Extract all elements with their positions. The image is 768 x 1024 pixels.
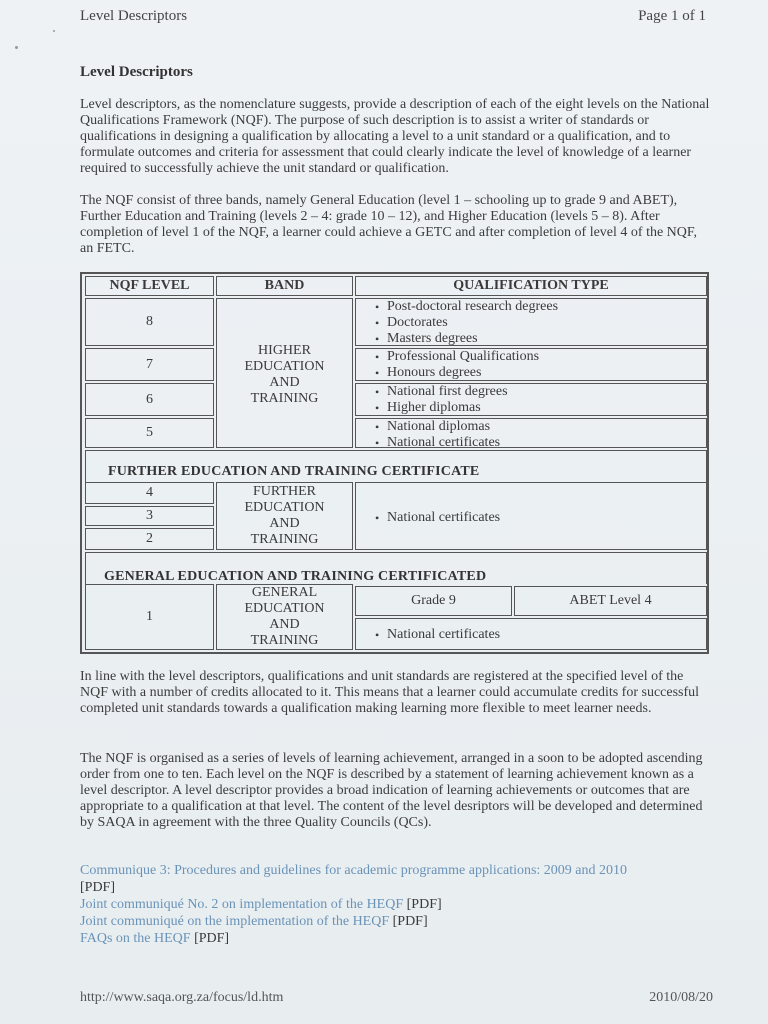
- qualification-cell: [355, 298, 707, 346]
- qualification-cell: [355, 482, 707, 550]
- link-row: [80, 913, 720, 930]
- list-item: • National certificates: [371, 627, 706, 643]
- band-line: EDUCATION: [244, 359, 325, 374]
- get-section-title: GENERAL EDUCATION AND TRAINING CERTIFICATED: [104, 569, 487, 584]
- band-line: EDUCATION: [244, 601, 325, 616]
- pdf-label: [PDF]: [80, 880, 116, 895]
- list-item: • Post-doctoral research degrees: [371, 299, 706, 315]
- list-item: • National certificates: [371, 435, 706, 451]
- band-line: TRAINING: [250, 532, 319, 547]
- list-item: • Doctorates: [371, 315, 706, 331]
- list-item: • Higher diplomas: [371, 400, 706, 416]
- pdf-label: [PDF]: [392, 914, 428, 929]
- pdf-label: [PDF]: [194, 931, 230, 946]
- band-line: FURTHER: [253, 484, 316, 499]
- bands-paragraph: The NQF consist of three bands, namely General Education (level 1 – schooling up to grade 9 and ABET), Further Education and Training (levels 2 – 4: grade 10 – 12), and Higher Education (levels 5 – 8). After completion of level 1 of the NQF, a learner could achieve a GETC and after completion of level 4 of the NQF, an FETC.: [80, 193, 698, 256]
- page-number: Page 1 of 1: [638, 8, 706, 24]
- band-line: AND: [269, 516, 300, 531]
- level-cell: 8: [85, 298, 214, 346]
- band-line: EDUCATION: [244, 500, 325, 515]
- nqf-organisation-paragraph: The NQF is organised as a series of levels of learning achievement, arranged in a soon to be adopted ascending order from one to ten. Each level on the NQF is described by a statement of learning achievement known as a level descriptor. A level descriptor provides a broad indication of learning achievements or outcomes that are appropriate to a qualification at that level. The content of the level desriptors will be developed and determined by SAQA in agreement with the three Quality Councils (QCs).: [80, 751, 703, 830]
- qualification-cell: [355, 383, 707, 416]
- qualification-list: [371, 510, 706, 526]
- level-cell: 3: [85, 506, 214, 526]
- band-further-education: [216, 482, 353, 550]
- level-cell: 5: [85, 418, 214, 448]
- band-line: TRAINING: [250, 391, 319, 406]
- list-item: • Professional Qualifications: [371, 349, 706, 365]
- grade-cell: Grade 9: [355, 586, 512, 616]
- abet-level-cell: ABET Level 4: [514, 586, 707, 616]
- nqf-levels-table: [80, 272, 709, 654]
- header-nqf-level: NQF LEVEL: [85, 276, 214, 296]
- list-item: • Honours degrees: [371, 365, 706, 381]
- footer-date: 2010/08/20: [649, 990, 713, 1005]
- link-row: [80, 862, 720, 896]
- related-links: [80, 862, 720, 947]
- level-cell: 7: [85, 348, 214, 381]
- communique-3-link[interactable]: Communique 3: Procedures and guidelines for academic programme applications: 2009 and 2010: [80, 863, 628, 878]
- header-band: BAND: [216, 276, 353, 296]
- scan-speck: [53, 30, 55, 32]
- band-line: AND: [269, 617, 300, 632]
- faqs-heqf-link[interactable]: FAQs on the HEQF: [80, 931, 191, 946]
- qualification-cell: [355, 618, 707, 650]
- qualification-list: [371, 419, 706, 451]
- level-cell: 2: [85, 528, 214, 550]
- credits-paragraph: In line with the level descriptors, qualifications and unit standards are registered at the specified level of the NQF with a number of credits allocated to it. This means that a learner could accumulate credits for successful completed unit standards towards a qualification making learning more flexible to meet learner needs.: [80, 669, 700, 716]
- band-line: GENERAL: [251, 585, 318, 600]
- qualification-list: [371, 384, 706, 416]
- level-cell: 6: [85, 383, 214, 416]
- band-line: TRAINING: [250, 633, 319, 648]
- qualification-list: [371, 299, 706, 347]
- pdf-label: [PDF]: [406, 897, 442, 912]
- list-item: • Masters degrees: [371, 331, 706, 347]
- qualification-list: [371, 627, 706, 643]
- list-item: • National diplomas: [371, 419, 706, 435]
- header-qualification-type: QUALIFICATION TYPE: [355, 276, 707, 296]
- band-higher-education: [216, 298, 353, 448]
- qualification-cell: [355, 418, 707, 448]
- page-title: Level Descriptors: [80, 64, 193, 80]
- list-item: • National first degrees: [371, 384, 706, 400]
- footer-url: http://www.saqa.org.za/focus/ld.htm: [80, 990, 284, 1005]
- band-line: AND: [269, 375, 300, 390]
- joint-communique-2-link[interactable]: Joint communiqué No. 2 on implementation of the HEQF: [80, 897, 404, 912]
- link-row: [80, 930, 720, 947]
- band-line: HIGHER: [258, 343, 311, 358]
- band-general-education: [216, 584, 353, 650]
- list-item: • National certificates: [371, 510, 706, 526]
- qualification-cell: [355, 348, 707, 381]
- fet-section-title: FURTHER EDUCATION AND TRAINING CERTIFICATE: [108, 464, 480, 479]
- qualification-list: [371, 349, 706, 381]
- link-row: [80, 896, 720, 913]
- level-cell: 1: [85, 584, 214, 650]
- intro-paragraph: Level descriptors, as the nomenclature suggests, provide a description of each of the eight levels on the National Qualifications Framework (NQF). The purpose of such description is to assist a writer of standards or qualifications in designing a qualification by allocating a level to a unit standard or a qualification, and to formulate outcomes and criteria for assessment that could clearly indicate the level of knowledge of a learner required to successfully achieve the unit standard or qualification.: [80, 97, 710, 176]
- scan-speck: [15, 46, 18, 49]
- joint-communique-link[interactable]: Joint communiqué on the implementation of the HEQF: [80, 914, 390, 929]
- page-header-title: Level Descriptors: [80, 8, 188, 24]
- level-cell: 4: [85, 482, 214, 504]
